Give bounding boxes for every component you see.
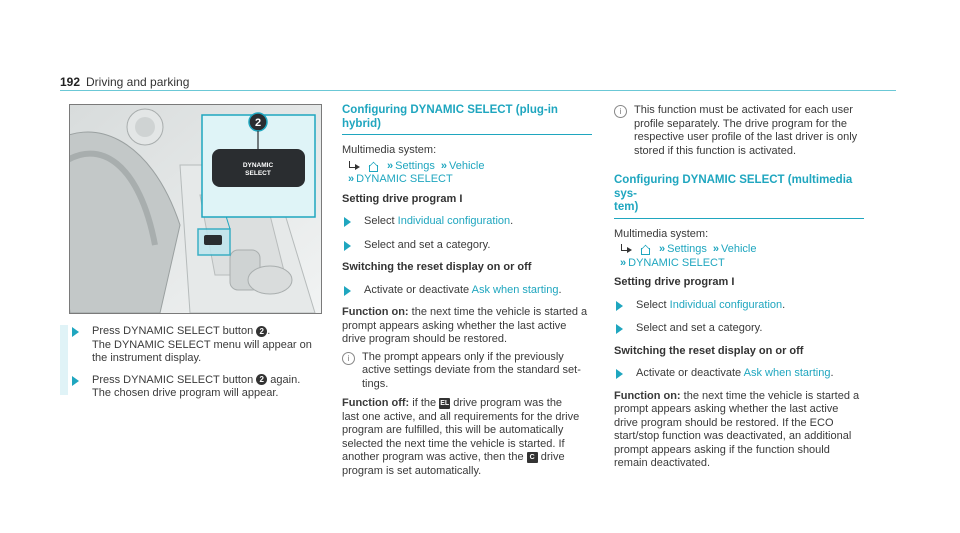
section-heading: Configuring DYNAMIC SELECT (multimedia sys- tem) [614,174,864,219]
path-settings: Settings [395,159,435,172]
path-vehicle: Vehicle [449,159,485,172]
double-chevron-icon: » [348,173,352,185]
menu-path-line2 [614,257,894,271]
home-icon [640,244,651,254]
menu-path [342,160,597,174]
subheading-drive-program: Setting drive program I [614,276,735,288]
left-steps [70,325,320,401]
double-chevron-icon: » [659,243,663,255]
triangle-bullet-icon [616,369,623,379]
section-title: Driving and parking [86,75,190,89]
step-item: Activate or deactivate Ask when starting. [614,367,894,381]
middle-column [342,104,597,478]
info-note-icon: i [614,105,627,118]
function-on-text: Function on: the next time the vehicle is started a prompt appears asking whether the last active drive program should be restored. [342,306,588,345]
subheading-reset-display: Switching the reset display on or off [342,261,532,273]
triangle-bullet-icon [344,217,351,227]
page-number: 192 [60,75,81,89]
link-individual-configuration[interactable]: Individual configuration [669,298,783,311]
callout-number-icon: 2 [256,374,267,385]
arrow-hook-icon [348,161,360,171]
section-heading: Configuring DYNAMIC SELECT (plug-in hybrid) [342,104,592,135]
info-note: i This function must be activated for each user profile separately. The drive program for the respective user profile of the last driver is only stored if this function is activated. [614,104,894,158]
step-item: Select and set a category. [342,239,597,253]
link-ask-when-starting[interactable]: Ask when starting [743,367,831,379]
menu-path [614,243,894,257]
menu-path-line2 [342,173,597,187]
button-label-line2: SELECT [245,170,271,177]
double-chevron-icon: » [712,243,716,255]
right-column [614,104,894,471]
triangle-bullet-icon [344,241,351,251]
el-program-icon: EL [440,399,450,407]
c-program-icon: C [527,452,538,463]
path-settings: Settings [667,243,707,255]
triangle-bullet-icon [72,327,79,337]
system-label: Multimedia system: [342,144,437,156]
step-item: Press DYNAMIC SELECT button 2 again. The chosen drive program will appear. [70,374,320,401]
console-illustration [70,105,321,313]
double-chevron-icon: » [440,159,444,172]
system-label: Multimedia system: [614,227,709,240]
triangle-bullet-icon [616,324,623,334]
function-on-text: Function on: the next time the vehicle is started a prompt appears asking whether the last active drive program should be restored. If the ECO start/stop function was deactivated, an additional prompt appears asking if the function should remain deactivated. [614,389,860,469]
home-icon [368,161,379,171]
step-margin-bar [60,325,68,395]
info-note-icon: i [342,352,355,365]
path-dynamic-select: DYNAMIC SELECT [356,173,453,185]
button-label-line1: DYNAMIC [242,162,274,169]
triangle-bullet-icon [344,286,351,296]
double-chevron-icon: » [620,256,624,269]
double-chevron-icon: » [387,159,391,172]
link-ask-when-starting[interactable]: Ask when starting [471,283,559,296]
function-off-text: Function off: if the EL drive program was the last one active, and all requirements for the drive program are fulfilled, this will be automatically selected the next time the vehicle is started. If another program was active, then the C drive program is set automatically. [342,397,580,477]
callout-number-icon: 2 [256,326,267,337]
figure-callout-number: 2 [254,117,262,129]
header-divider [60,90,896,91]
triangle-bullet-icon [72,376,79,386]
triangle-bullet-icon [616,301,623,311]
info-note: i The prompt appears only if the previously active settings deviate from the standard set- tings. [342,351,597,392]
step-item: Press DYNAMIC SELECT button 2 . The DYNAMIC SELECT menu will appear on the instrument display. [70,325,320,366]
car-console-figure [69,104,322,314]
path-dynamic-select: DYNAMIC SELECT [628,256,725,269]
step-item: Select Individual configuration. [614,299,894,313]
step-item: Activate or deactivate Ask when starting. [342,284,597,298]
arrow-hook-icon [620,244,632,254]
step-item: Select and set a category. [614,322,894,336]
subheading-reset-display: Switching the reset display on or off [614,344,804,357]
subheading-drive-program: Setting drive program I [342,192,463,205]
link-individual-configuration[interactable]: Individual configuration [397,215,511,227]
step-item: Select Individual configuration. [342,215,597,229]
path-vehicle: Vehicle [721,243,757,255]
